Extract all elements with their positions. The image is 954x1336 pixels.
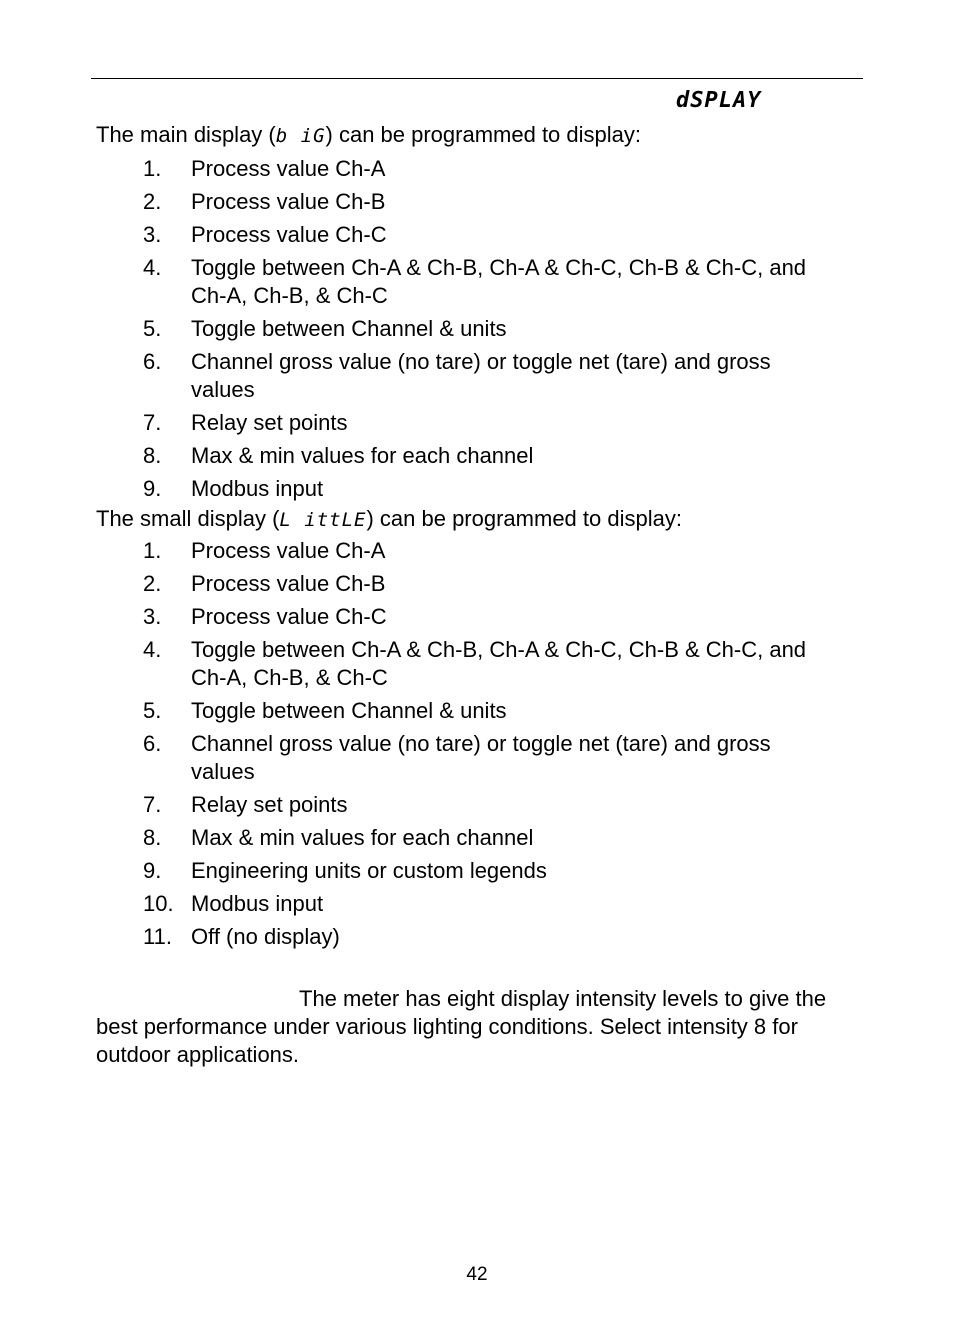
list-text: Relay set points (191, 792, 348, 817)
segment-title: dSPLAY (676, 88, 762, 113)
list-item (96, 475, 836, 503)
list-text: Modbus input (191, 891, 324, 916)
list-text: Max & min values for each channel (191, 443, 534, 468)
list-item (96, 155, 836, 183)
intensity-text: The meter has eight display intensity levels to give the best performance under various lighting conditions. Select intensity 8 for outdoor applications. (96, 986, 827, 1067)
main-display-list (96, 155, 836, 508)
list-number: 8. (143, 825, 162, 850)
list-text: Modbus input (191, 476, 324, 501)
list-text: Channel gross value (no tare) or toggle net (tare) and gross values (191, 731, 771, 784)
list-text: Max & min values for each channel (191, 825, 534, 850)
list-number: 1. (143, 538, 162, 563)
list-number: 6. (143, 731, 162, 756)
list-number: 2. (143, 189, 162, 214)
list-number: 5. (143, 698, 162, 723)
list-text: Process value Ch-A (191, 156, 386, 181)
list-text: Toggle between Ch-A & Ch-B, Ch-A & Ch-C, Ch-B & Ch-C, and Ch-A, Ch-B, & Ch-C (191, 637, 807, 690)
list-number: 11. (143, 924, 172, 949)
list-text: Toggle between Ch-A & Ch-B, Ch-A & Ch-C, Ch-B & Ch-C, and Ch-A, Ch-B, & Ch-C (191, 255, 807, 308)
list-item (96, 254, 836, 310)
page-number: 42 (466, 1264, 488, 1285)
list-item (96, 791, 836, 819)
list-text: Off (no display) (191, 924, 340, 949)
list-text: Toggle between Channel & units (191, 316, 507, 341)
small-display-list (96, 537, 836, 956)
list-text: Toggle between Channel & units (191, 698, 507, 723)
list-text: Channel gross value (no tare) or toggle net (tare) and gross values (191, 349, 771, 402)
list-item (96, 857, 836, 885)
list-number: 10. (143, 891, 174, 916)
list-item (96, 409, 836, 437)
list-item (96, 442, 836, 470)
list-text: Process value Ch-A (191, 538, 386, 563)
list-number: 1. (143, 156, 162, 181)
list-number: 7. (143, 410, 162, 435)
list-item (96, 636, 836, 692)
segment-code-little: L ittLE (279, 509, 367, 531)
intensity-paragraph (96, 985, 856, 1069)
list-item (96, 570, 836, 598)
small-display-intro (96, 505, 682, 534)
list-item (96, 890, 836, 918)
list-text: Relay set points (191, 410, 348, 435)
list-number: 3. (143, 222, 162, 247)
list-number: 5. (143, 316, 162, 341)
list-number: 9. (143, 476, 162, 501)
list-text: Process value Ch-B (191, 571, 386, 596)
list-text: Process value Ch-C (191, 222, 387, 247)
segment-code-big: b iG (275, 125, 326, 147)
intro-text: The small display ( (96, 506, 280, 531)
list-number: 6. (143, 349, 162, 374)
list-number: 2. (143, 571, 162, 596)
list-item (96, 603, 836, 631)
list-item (96, 188, 836, 216)
list-item (96, 824, 836, 852)
list-text: Process value Ch-C (191, 604, 387, 629)
intro-text: The main display ( (96, 122, 276, 147)
list-number: 8. (143, 443, 162, 468)
list-item (96, 697, 836, 725)
list-number: 4. (143, 637, 162, 662)
list-item (96, 923, 836, 951)
list-number: 7. (143, 792, 162, 817)
list-item (96, 537, 836, 565)
intro-text: ) can be programmed to display: (366, 506, 682, 531)
header-rule (91, 78, 863, 79)
list-number: 9. (143, 858, 162, 883)
main-display-intro (96, 121, 641, 150)
intro-text: ) can be programmed to display: (325, 122, 642, 147)
list-item (96, 730, 836, 786)
list-text: Engineering units or custom legends (191, 858, 547, 883)
list-number: 3. (143, 604, 162, 629)
list-number: 4. (143, 255, 162, 280)
list-text: Process value Ch-B (191, 189, 386, 214)
list-item (96, 315, 836, 343)
list-item (96, 221, 836, 249)
list-item (96, 348, 836, 404)
